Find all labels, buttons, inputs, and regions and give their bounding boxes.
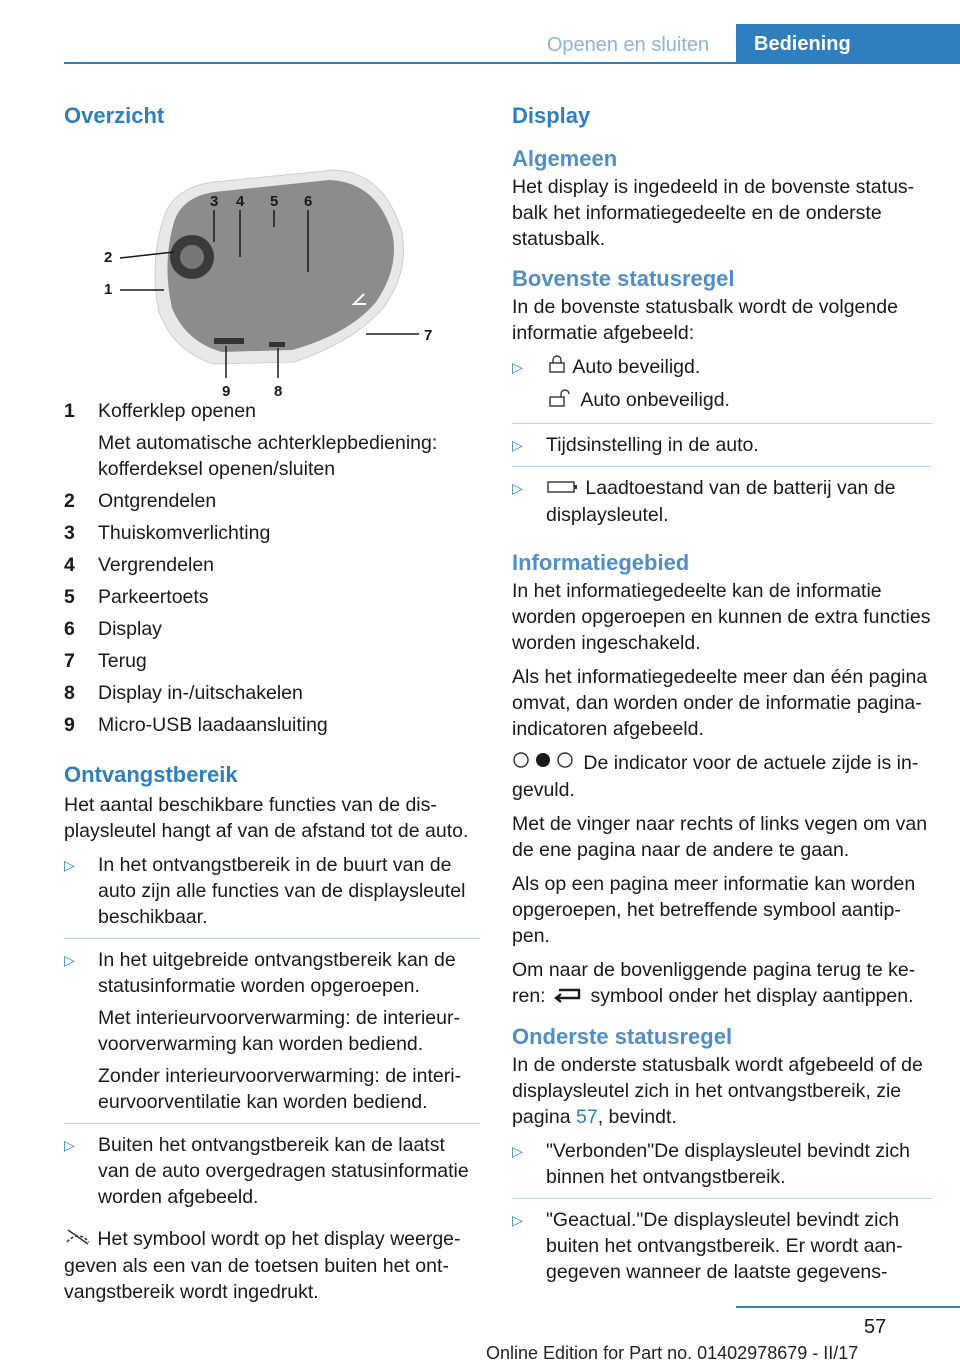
callout-label: 9 bbox=[222, 383, 231, 400]
list-item bbox=[64, 1132, 480, 1218]
note-text: Het symbool wordt op het display weergegeven als een van de toetsen buiten het ontvangstbereik wordt ingedrukt. bbox=[64, 1228, 461, 1303]
header-rule bbox=[64, 62, 960, 64]
item-number: 4 bbox=[64, 554, 75, 576]
bottom-status-text-part: In de onderste statusbalk wordt afgebeeld of de displaysleutel zich in het ontvangstbereik, zie pagina bbox=[512, 1053, 923, 1128]
bullet-text: In het ontvangstbereik in de buurt van de auto zijn alle functies van de displaysleutel beschikbaar. bbox=[98, 854, 466, 928]
top-status-text: In de bovenste statusbalk wordt de volgende informatie afgebeeld: bbox=[512, 296, 898, 344]
list-item bbox=[64, 520, 480, 546]
top-status-bullet-list bbox=[512, 354, 932, 536]
item-text: Vergrendelen bbox=[98, 554, 215, 576]
item-text: Kofferklep openen bbox=[98, 400, 256, 422]
list-item bbox=[64, 852, 480, 939]
list-item bbox=[64, 552, 480, 578]
top-status-title: Bovenste statusregel bbox=[512, 266, 735, 291]
bullet-text: Auto onbeveiligd. bbox=[580, 389, 730, 412]
component-list bbox=[64, 398, 480, 738]
item-number: 1 bbox=[64, 400, 75, 422]
item-number: 2 bbox=[64, 490, 75, 512]
footer-edition: Online Edition for Part no. 01402978679 - II/17 bbox=[486, 1343, 859, 1363]
overview-title: Overzicht bbox=[64, 103, 165, 128]
triangle-bullet-icon: ▷ bbox=[512, 436, 523, 453]
list-item bbox=[512, 1138, 932, 1199]
item-number: 8 bbox=[64, 682, 75, 704]
page-indicator-icon bbox=[512, 750, 578, 777]
lock-open-icon bbox=[546, 388, 576, 415]
bottom-status-title: Onderste statusregel bbox=[512, 1023, 733, 1049]
list-item bbox=[64, 398, 480, 482]
list-item bbox=[64, 648, 480, 674]
item-number: 6 bbox=[64, 618, 75, 640]
display-key-figure bbox=[64, 142, 480, 400]
item-subtext: Met automatische achterklepbediening: kofferdeksel openen/sluiten bbox=[98, 432, 438, 480]
list-item bbox=[64, 488, 480, 514]
callout-label: 5 bbox=[270, 193, 279, 210]
triangle-bullet-icon: ▷ bbox=[512, 1142, 523, 1159]
item-number: 7 bbox=[64, 650, 75, 672]
range-intro: Het aantal beschikbare functies van de displaysleutel hangt af van de afstand tot de auto. bbox=[64, 794, 469, 842]
callout-label: 4 bbox=[236, 193, 245, 210]
list-item bbox=[64, 584, 480, 610]
item-number: 5 bbox=[64, 586, 75, 608]
display-key-illustration bbox=[64, 142, 480, 400]
list-item bbox=[512, 432, 932, 467]
item-number: 9 bbox=[64, 714, 75, 736]
info-paragraph: Met de vinger naar rechts of links vegen om van de ene pagina naar de andere te gaan. bbox=[512, 812, 928, 861]
info-text: Om naar de bovenliggende pagina terug te keren: bbox=[512, 958, 916, 1007]
page-link[interactable]: 57 bbox=[575, 1105, 598, 1128]
info-paragraph: Als het informatiegedeelte meer dan één pagina omvat, dan worden onder de informatie pagina-indicatoren afgebeeld. bbox=[512, 665, 928, 740]
bullet-subtext: Met interieurvoorverwarming: de interieurvoorverwarming kan worden bediend. bbox=[98, 1007, 460, 1055]
back-arrow-icon bbox=[551, 984, 585, 1010]
list-item bbox=[64, 680, 480, 706]
triangle-bullet-icon: ▷ bbox=[64, 1137, 75, 1153]
item-text: Terug bbox=[98, 650, 147, 672]
list-item bbox=[512, 354, 932, 424]
header-section-tab[interactable]: Openen en sluiten bbox=[546, 34, 710, 56]
bullet-subtext: Zonder interieurvoorverwarming: de interieurvoorventilatie kan worden bediend. bbox=[98, 1065, 462, 1113]
no-connection-icon bbox=[64, 1227, 92, 1253]
callout-label: 2 bbox=[104, 249, 113, 266]
right-column bbox=[512, 100, 932, 1301]
lock-closed-icon bbox=[546, 354, 568, 381]
page-number: 57 bbox=[864, 1316, 887, 1338]
bullet-text: In het uitgebreide ontvangstbereik kan de statusinformatie worden opgeroepen. bbox=[98, 949, 456, 997]
info-paragraph bbox=[512, 957, 932, 1010]
item-number: 3 bbox=[64, 522, 75, 544]
bullet-text: "Verbonden"De displaysleutel bevindt zich binnen het ontvangstbereik. bbox=[546, 1139, 910, 1188]
list-item bbox=[64, 947, 480, 1124]
triangle-bullet-icon: ▷ bbox=[512, 359, 523, 375]
info-paragraph bbox=[512, 750, 932, 803]
range-title: Ontvangstbereik bbox=[64, 762, 238, 787]
bottom-status-bullet-list bbox=[512, 1138, 932, 1293]
info-title: Informatiegebied bbox=[512, 549, 690, 575]
battery-icon bbox=[546, 476, 580, 502]
info-paragraph: In het informatiegedeelte kan de informatie worden opgeroepen en kunnen de extra functies worden ingeschakeld. bbox=[512, 579, 931, 654]
bullet-text: Laadtoestand van de batterij van de displaysleutel. bbox=[546, 476, 896, 526]
out-of-range-note bbox=[64, 1226, 480, 1305]
info-text: De indicator voor de actuele zijde is ingevuld. bbox=[512, 751, 919, 801]
bullet-text: "Geactual."De displaysleutel bevindt zich buiten het ontvangstbereik. Er wordt aangegeven wanneer de laatste gegevens- bbox=[546, 1208, 903, 1283]
info-paragraph: Als op een pagina meer informatie kan worden opgeroepen, het betreffende symbool aantippen. bbox=[512, 872, 916, 947]
bottom-status-text-part: , bevindt. bbox=[597, 1105, 677, 1128]
left-column bbox=[64, 100, 480, 1313]
general-title: Algemeen bbox=[512, 146, 618, 171]
footer-rule bbox=[736, 1306, 960, 1308]
triangle-bullet-icon: ▷ bbox=[512, 479, 523, 496]
bottom-status-text bbox=[512, 1052, 932, 1130]
list-item bbox=[512, 1207, 932, 1293]
callout-label: 3 bbox=[210, 193, 219, 210]
bullet-text: Tijdsinstelling in de auto. bbox=[546, 433, 759, 456]
item-text: Display in-/uitschakelen bbox=[98, 682, 303, 704]
list-item bbox=[64, 616, 480, 642]
item-text: Thuiskomverlichting bbox=[98, 522, 271, 544]
triangle-bullet-icon: ▷ bbox=[512, 1211, 523, 1228]
item-text: Ontgrendelen bbox=[98, 490, 217, 512]
list-item bbox=[512, 475, 932, 536]
bullet-text: Buiten het ontvangstbereik kan de laatst van de auto overgedragen statusinformatie worden afgebeeld. bbox=[98, 1134, 469, 1208]
info-text: symbool onder het display aantippen. bbox=[590, 984, 914, 1007]
display-title: Display bbox=[512, 103, 591, 128]
callout-label: 6 bbox=[304, 193, 313, 210]
triangle-bullet-icon: ▷ bbox=[64, 857, 75, 873]
header-chapter-tab[interactable]: Bediening bbox=[736, 24, 960, 64]
bullet-text: Auto beveiligd. bbox=[572, 356, 701, 378]
callout-label: 8 bbox=[274, 383, 283, 400]
triangle-bullet-icon: ▷ bbox=[64, 952, 75, 968]
item-text: Parkeertoets bbox=[98, 586, 209, 608]
item-text: Display bbox=[98, 618, 162, 640]
range-bullet-list bbox=[64, 852, 480, 1218]
callout-label: 1 bbox=[104, 281, 113, 298]
callout-label: 7 bbox=[424, 327, 433, 344]
general-text: Het display is ingedeeld in de bovenste statusbalk het informatiegedeelte en de onderste statusbalk. bbox=[512, 176, 915, 250]
item-text: Micro-USB laadaansluiting bbox=[98, 714, 328, 736]
list-item bbox=[64, 712, 480, 738]
